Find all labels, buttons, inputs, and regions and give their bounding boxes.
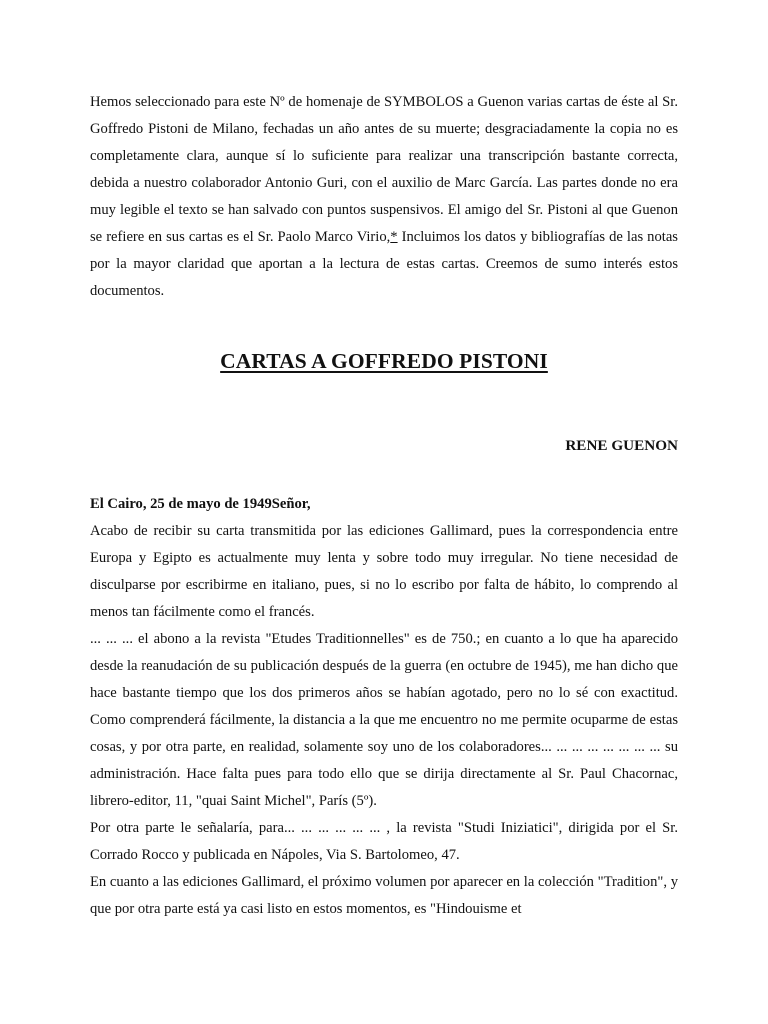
intro-paragraph (90, 89, 678, 305)
intro-text-after-link: Incluimos los datos y bibliografías de las notas por la mayor claridad que aportan a la lectura de estas cartas. Creemos de sumo interés estos documentos. (90, 229, 678, 299)
intro-text-before-link: Hemos seleccionado para este Nº de homenaje de SYMBOLOS a Guenon varias cartas de éste al Sr. Goffredo Pistoni de Milano, fechadas un año antes de su muerte; desgraciadamente la copia no es completamente clara, aunque sí lo suficiente para realizar una transcripción bastante correcta, debida a nuestro colaborador Antonio Guri, con el auxilio de Marc García. Las partes donde no era muy legible el texto se han salvado con puntos suspensivos. El amigo del Sr. Pistoni al que Guenon se refiere en sus cartas es el Sr. Paolo Marco Virio, (90, 94, 678, 245)
author-name: RENE GUENON (565, 437, 678, 454)
letter-section (90, 491, 678, 923)
letter-paragraph-2: ... ... ... el abono a la revista "Etudes Traditionnelles" es de 750.; en cuanto a lo que ha aparecido desde la reanudación de su publicación después de la guerra (en octubre de 1945), me han dicho que hace bastante tiempo que los dos primeros años se habían agotado, pero no lo sé con exactitud. Como comprenderá fácilmente, la distancia a la que me encuentro no me permite ocuparme de estas cosas, y por otra parte, en realidad, solamente soy uno de los colaboradores... ... ... ... ... ... ... ... su administración. Hace falta pues para todo ello que se dirija directamente al Sr. Paul Chacornac, librero-editor, 11, "quai Saint Michel", París (5º). (90, 631, 678, 809)
letter-paragraph-1: Acabo de recibir su carta transmitida por las ediciones Gallimard, pues la correspondencia entre Europa y Egipto es actualmente muy lenta y sobre todo muy irregular. No tiene necesidad de disculparse por escribirme en italiano, pues, si no lo escribo por falta de hábito, lo comprendo al menos tan fácilmente como el francés. (90, 523, 678, 620)
letter-paragraph-3: Por otra parte le señalaría, para... ... ... ... ... ... , la revista "Studi Iniziatici", dirigida por el Sr. Corrado Rocco y publicada en Nápoles, Via S. Bartolomeo, 47. (90, 820, 678, 863)
letter-heading: El Cairo, 25 de mayo de 1949Señor, (90, 496, 311, 512)
document-title: CARTAS A GOFFREDO PISTONI (220, 349, 548, 373)
letter-paragraph-4: En cuanto a las ediciones Gallimard, el próximo volumen por aparecer en la colección "Tradition", y que por otra parte está ya casi listo en estos momentos, es "Hindouisme et (90, 874, 678, 917)
intro-section (90, 89, 678, 305)
footnote-link[interactable]: * (390, 229, 398, 245)
